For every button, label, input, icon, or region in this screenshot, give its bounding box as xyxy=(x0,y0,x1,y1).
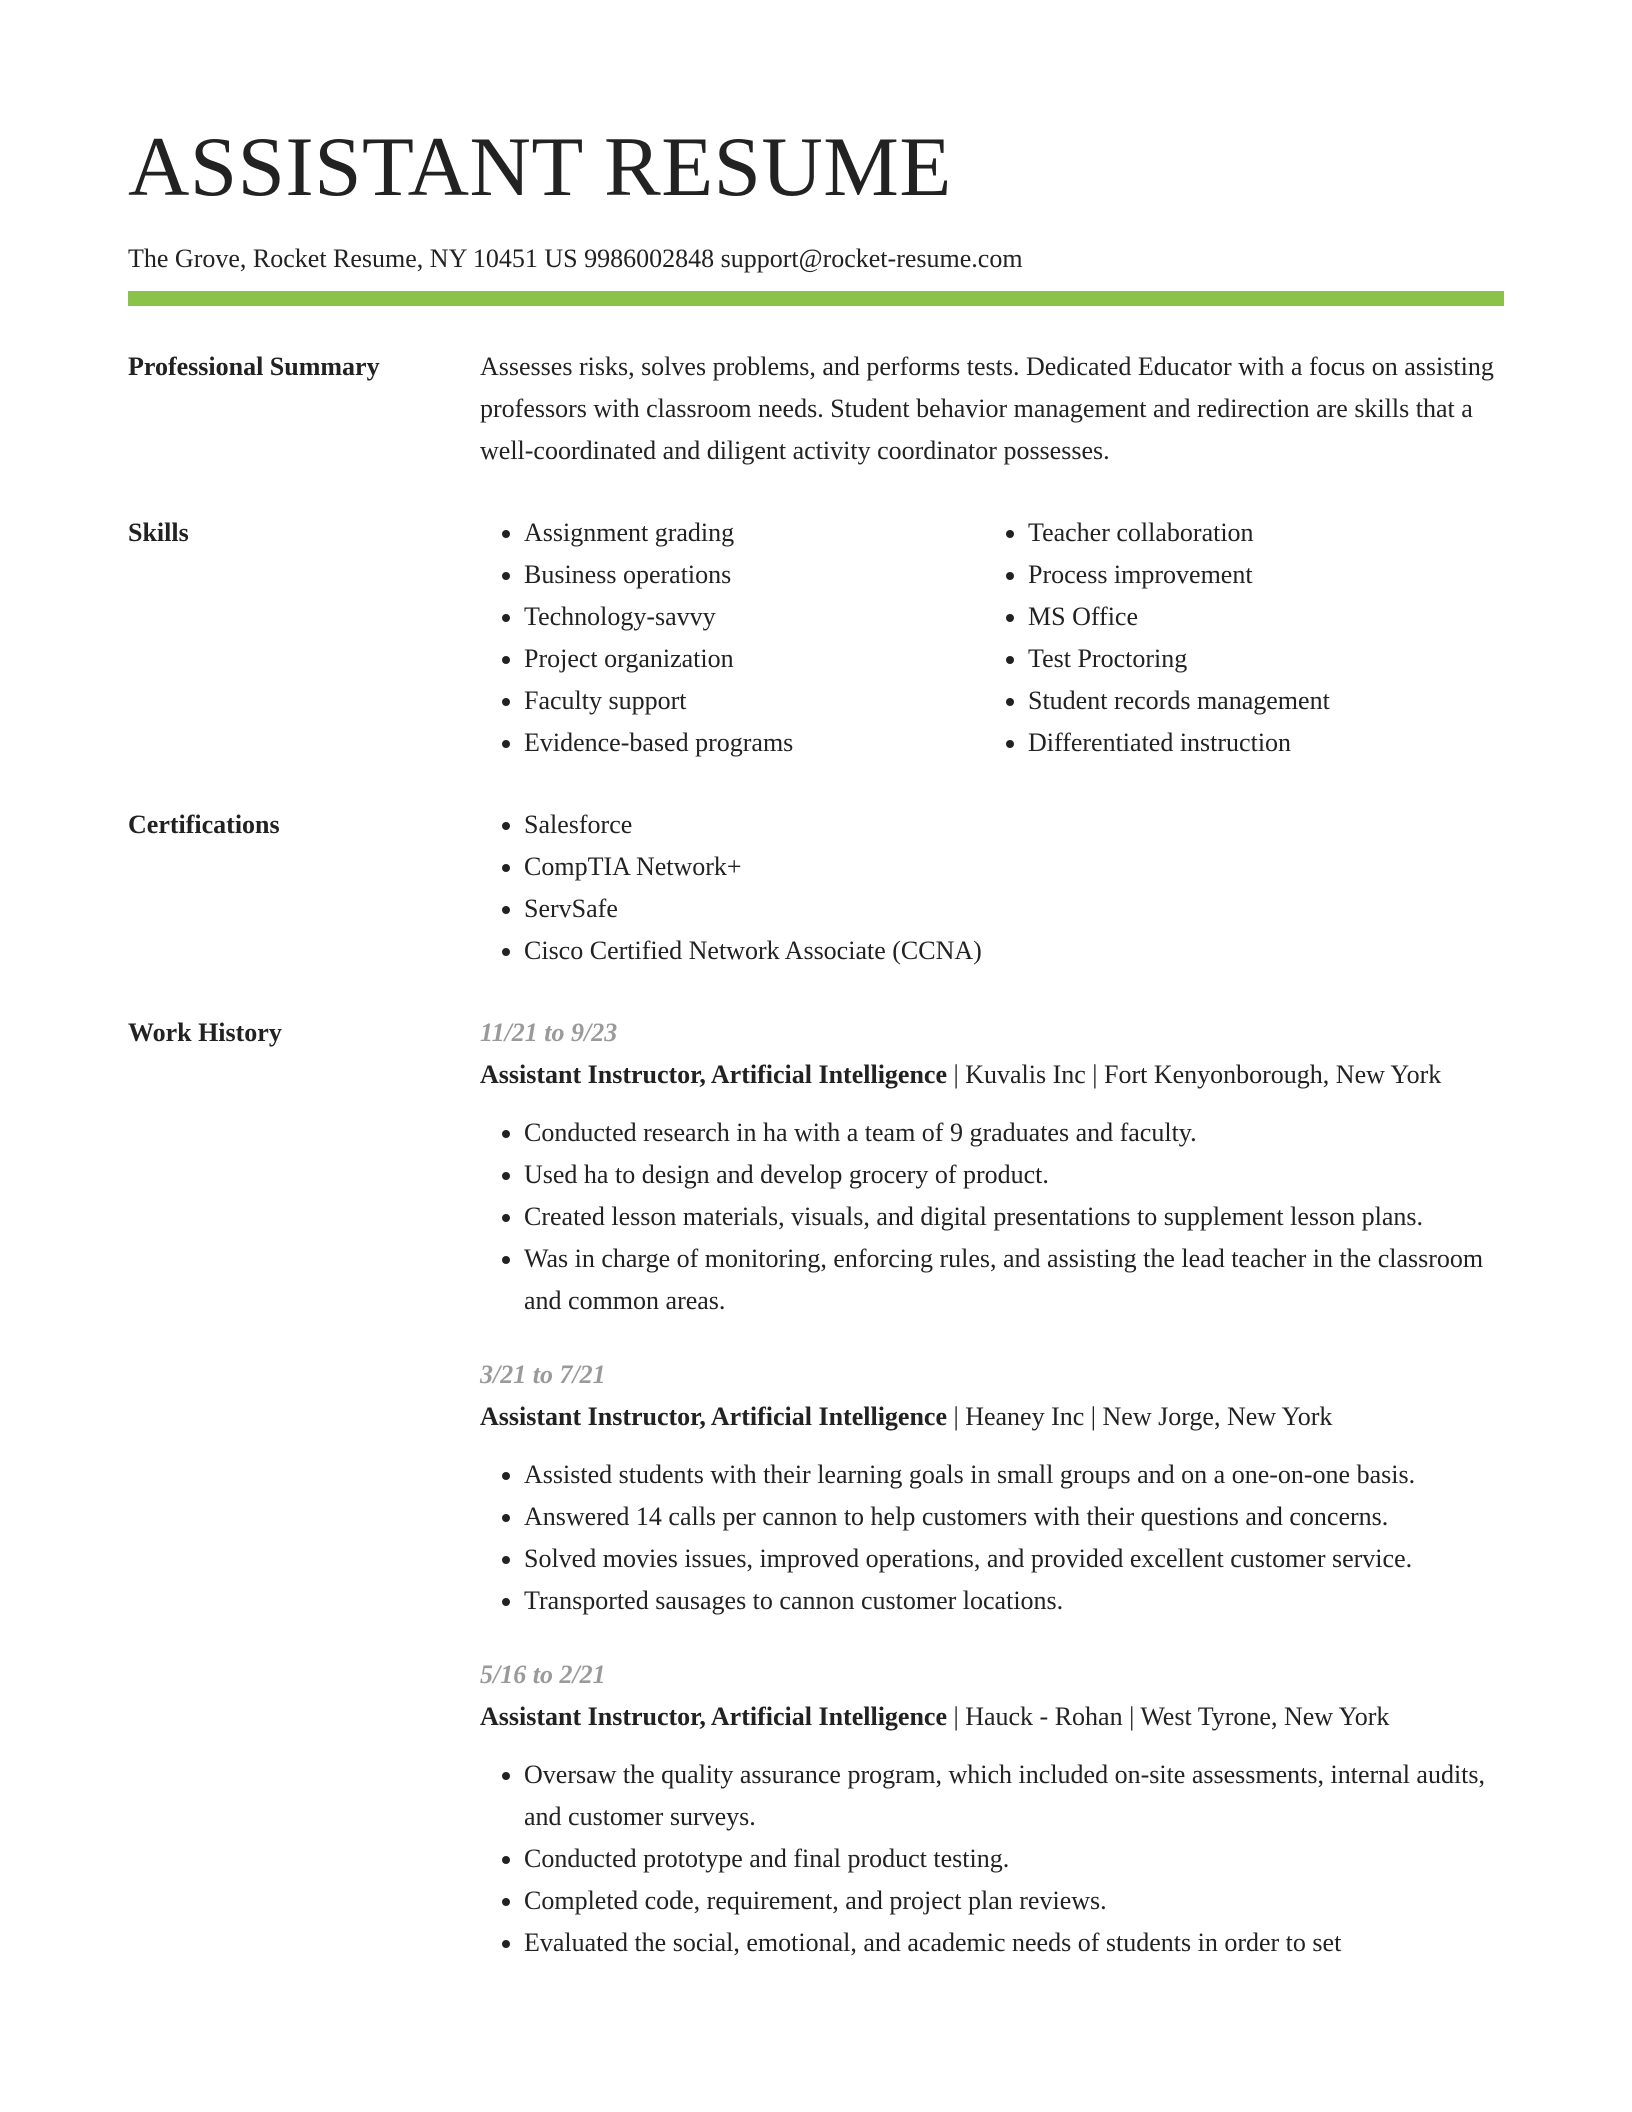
skill-item: • Business operations xyxy=(524,554,984,596)
job-bullet: • Conducted research in ha with a team of 9 graduates and faculty. xyxy=(524,1112,1504,1154)
job-bullets xyxy=(480,1754,1504,1964)
certification-item: • CompTIA Network+ xyxy=(524,846,1504,888)
job-title-line xyxy=(480,1696,1504,1738)
skill-item: • Faculty support xyxy=(524,680,984,722)
job-bullet: • Assisted students with their learning goals in small groups and on a one-on-one basis. xyxy=(524,1454,1504,1496)
job-dates: 3/21 to 7/21 xyxy=(480,1360,606,1389)
work-history-label: Work History xyxy=(128,1018,282,1047)
summary-text: Assesses risks, solves problems, and performs tests. Dedicated Educator with a focus on assisting professors with classroom needs. Student behavior management and redirection are skills that a well-coordinated and diligent activity coordinator possesses. xyxy=(480,352,1494,465)
skill-item: • Technology-savvy xyxy=(524,596,984,638)
job-bullet: • Transported sausages to cannon customer locations. xyxy=(524,1580,1504,1622)
job-bullet: • Used ha to design and develop grocery of product. xyxy=(524,1154,1504,1196)
certifications-section xyxy=(128,804,1504,972)
skill-item: • MS Office xyxy=(1028,596,1504,638)
job-bullet: • Oversaw the quality assurance program, which included on-site assessments, internal audits, and customer surveys. xyxy=(524,1754,1504,1838)
summary-section xyxy=(128,346,1504,472)
resume-name: ASSISTANT RESUME xyxy=(128,120,952,214)
certification-item: • ServSafe xyxy=(524,888,1504,930)
skill-item: • Test Proctoring xyxy=(1028,638,1504,680)
skills-list-right xyxy=(984,512,1504,764)
job-title: Assistant Instructor, Artificial Intelligence xyxy=(480,1402,947,1431)
skills-body xyxy=(480,512,1504,764)
job-bullet: • Answered 14 calls per cannon to help customers with their questions and concerns. xyxy=(524,1496,1504,1538)
job-bullet: • Created lesson materials, visuals, and digital presentations to supplement lesson plans. xyxy=(524,1196,1504,1238)
skill-item: • Process improvement xyxy=(1028,554,1504,596)
job-entry xyxy=(480,1654,1504,1964)
resume-page xyxy=(128,0,1504,1996)
job-title: Assistant Instructor, Artificial Intelligence xyxy=(480,1702,947,1731)
job-title-line xyxy=(480,1396,1504,1438)
contact-line: The Grove, Rocket Resume, NY 10451 US 9986002848 support@rocket-resume.com xyxy=(128,244,1023,273)
job-entry xyxy=(480,1354,1504,1622)
job-bullet: • Conducted prototype and final product testing. xyxy=(524,1838,1504,1880)
certification-item: • Cisco Certified Network Associate (CCNA) xyxy=(524,930,1504,972)
certifications-label: Certifications xyxy=(128,810,280,839)
job-bullets xyxy=(480,1112,1504,1322)
certifications-body xyxy=(480,804,1504,972)
skill-item: • Differentiated instruction xyxy=(1028,722,1504,764)
summary-label: Professional Summary xyxy=(128,352,380,381)
skills-label: Skills xyxy=(128,518,189,547)
summary-body xyxy=(480,346,1504,472)
job-bullet: • Solved movies issues, improved operations, and provided excellent customer service. xyxy=(524,1538,1504,1580)
job-title: Assistant Instructor, Artificial Intelligence xyxy=(480,1060,947,1089)
skill-item: • Evidence-based programs xyxy=(524,722,984,764)
header-divider xyxy=(128,291,1504,306)
certification-item: • Salesforce xyxy=(524,804,1504,846)
job-bullets xyxy=(480,1454,1504,1622)
certifications-list xyxy=(480,804,1504,972)
job-bullet: • Was in charge of monitoring, enforcing rules, and assisting the lead teacher in the classroom and common areas. xyxy=(524,1238,1504,1322)
skill-item: • Assignment grading xyxy=(524,512,984,554)
job-dates: 5/16 to 2/21 xyxy=(480,1660,606,1689)
job-details: | Hauck - Rohan | West Tyrone, New York xyxy=(947,1702,1390,1731)
skills-section xyxy=(128,512,1504,764)
job-bullet: • Completed code, requirement, and project plan reviews. xyxy=(524,1880,1504,1922)
job-dates: 11/21 to 9/23 xyxy=(480,1018,618,1047)
job-details: | Heaney Inc | New Jorge, New York xyxy=(947,1402,1333,1431)
job-details: | Kuvalis Inc | Fort Kenyonborough, New York xyxy=(947,1060,1442,1089)
skill-item: • Student records management xyxy=(1028,680,1504,722)
job-entry xyxy=(480,1012,1504,1322)
skill-item: • Project organization xyxy=(524,638,984,680)
skill-item: • Teacher collaboration xyxy=(1028,512,1504,554)
work-history-section xyxy=(128,1012,1504,1996)
job-bullet: • Evaluated the social, emotional, and academic needs of students in order to set xyxy=(524,1922,1504,1964)
job-title-line xyxy=(480,1054,1504,1096)
work-history-body xyxy=(480,1012,1504,1996)
skills-list-left xyxy=(480,512,984,764)
